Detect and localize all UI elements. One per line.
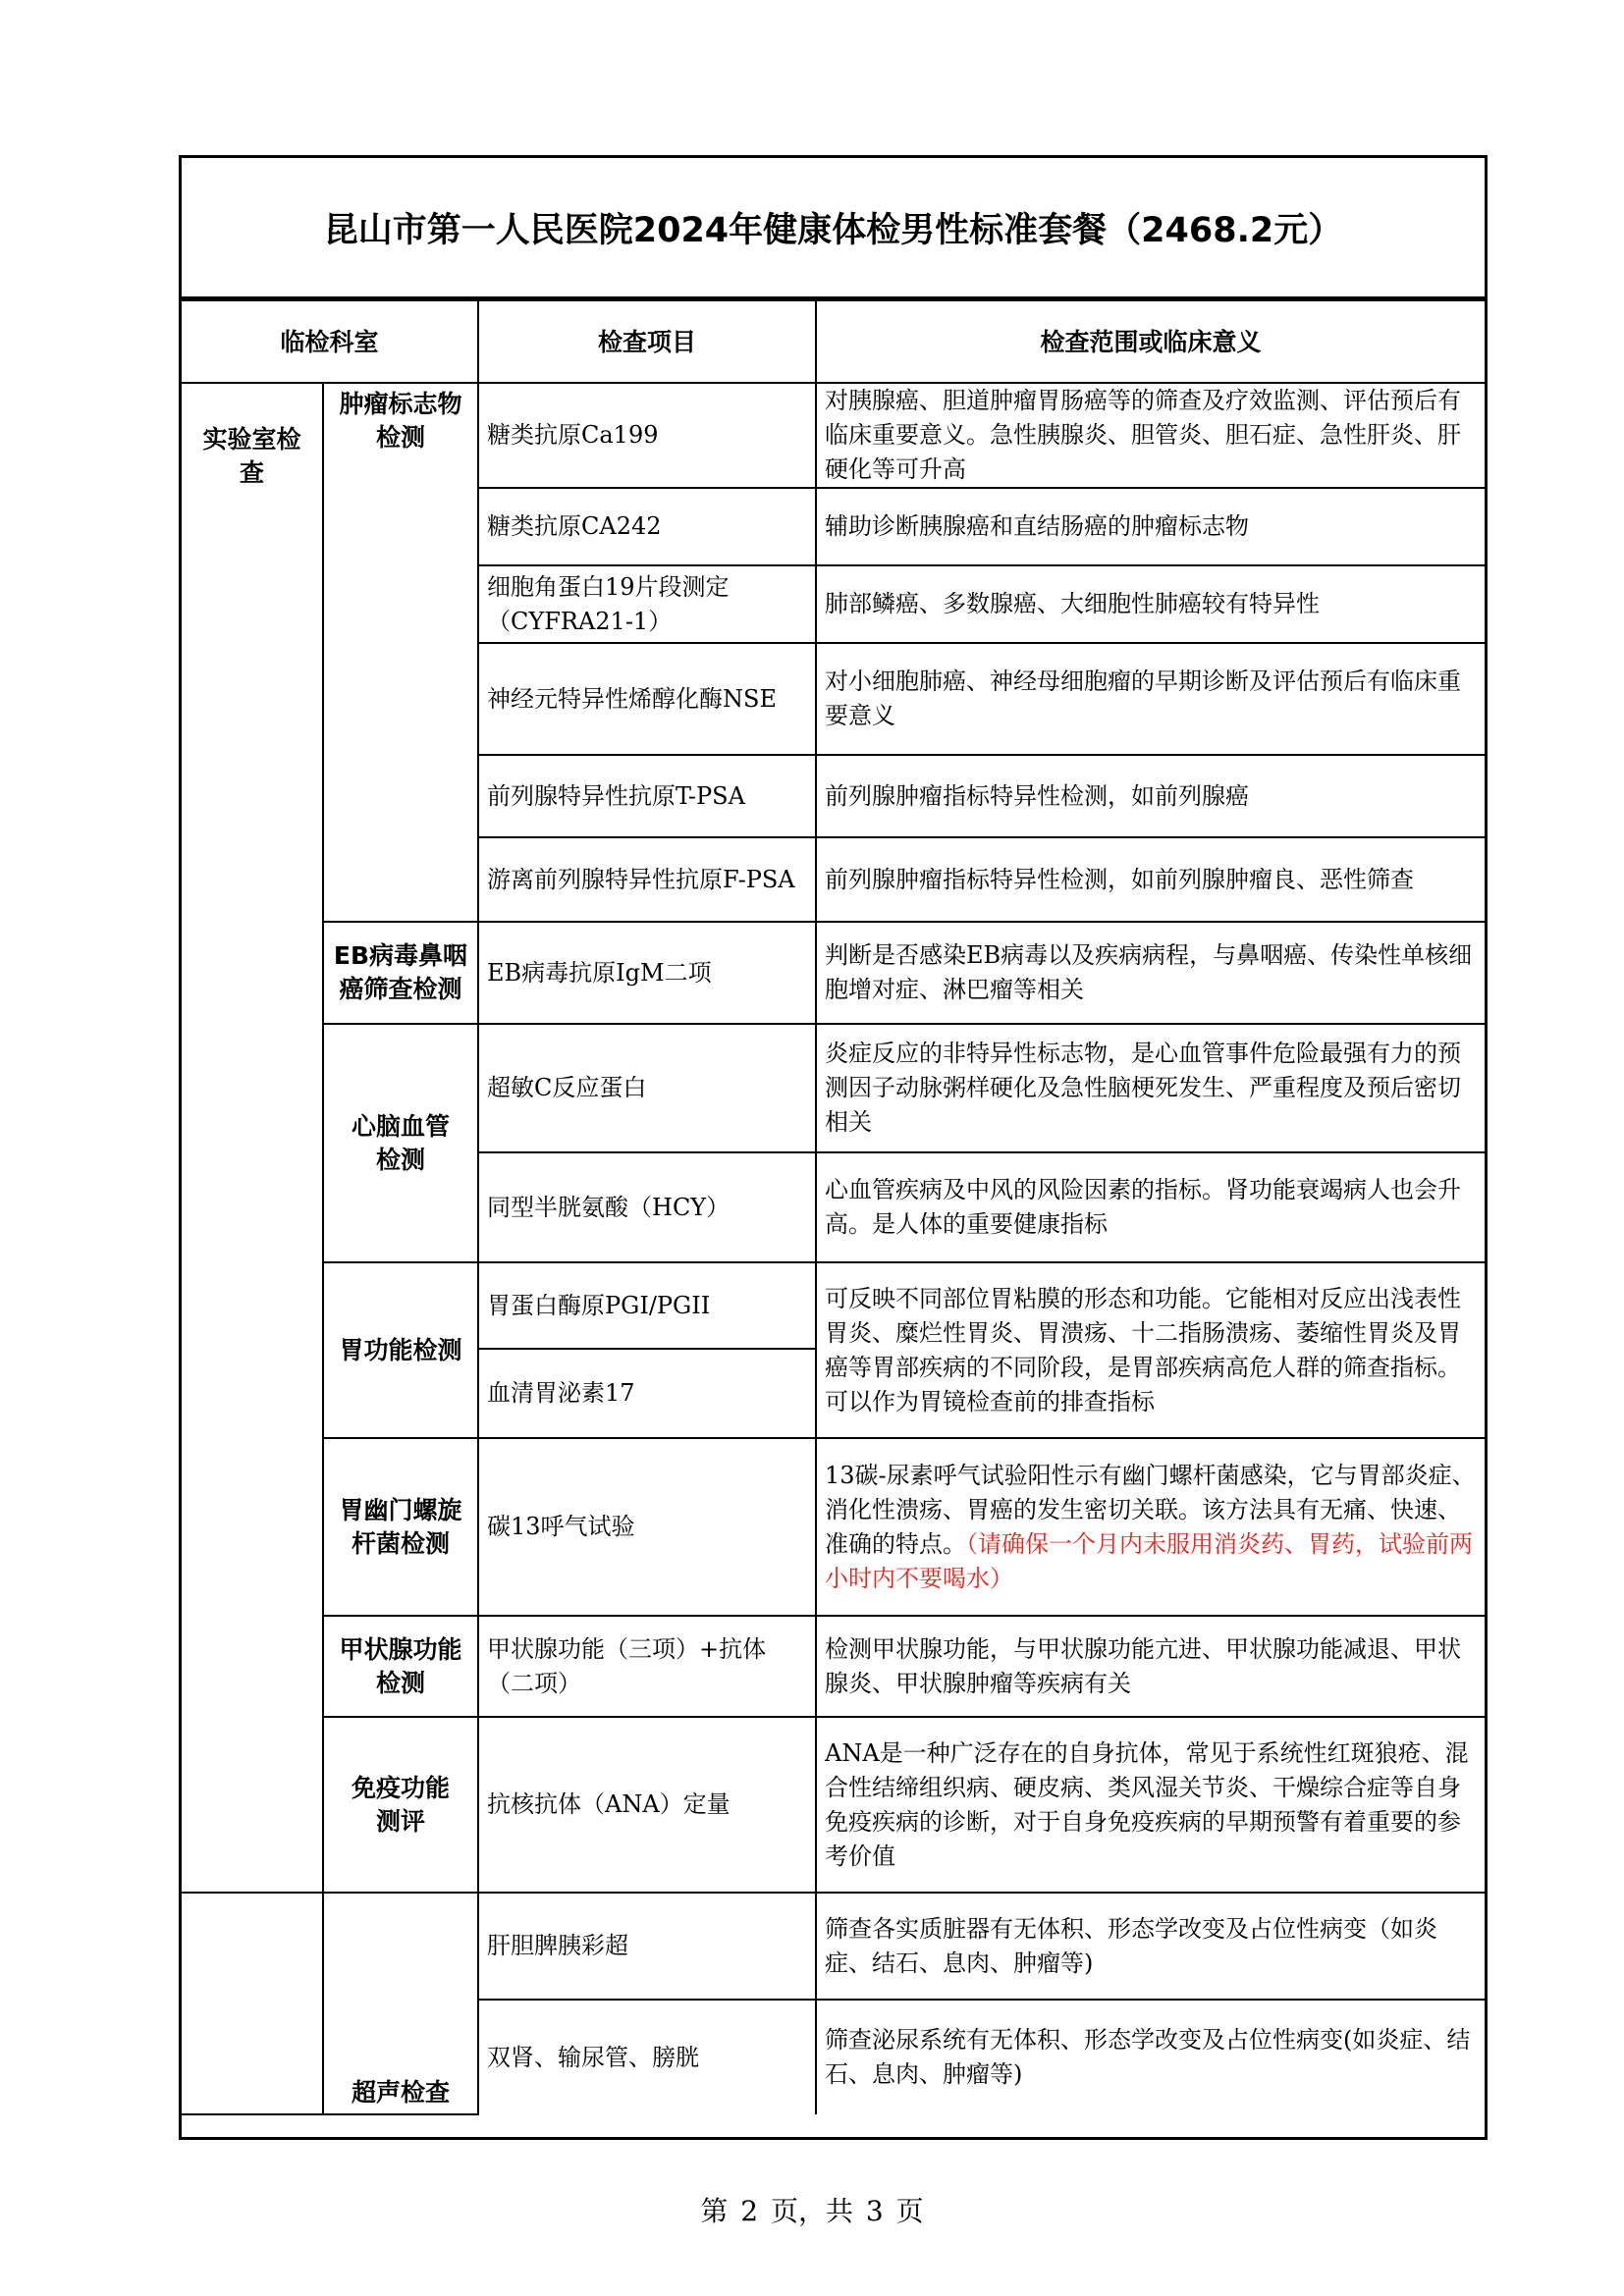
table-row	[182, 383, 1485, 488]
desc-cell: 对小细胞肺癌、神经母细胞瘤的早期诊断及评估预后有临床重要意义	[816, 643, 1485, 755]
desc-cell: 筛查各实质脏器有无体积、形态学改变及占位性病变（如炎症、结石、息肉、肿瘤等)	[816, 1893, 1485, 2000]
item-cell: 胃蛋白酶原PGI/PGII	[478, 1262, 816, 1349]
item-cell: 前列腺特异性抗原T-PSA	[478, 755, 816, 837]
table-header-row	[182, 300, 1485, 383]
item-cell: 细胞角蛋白19片段测定（CYFRA21-1）	[478, 565, 816, 643]
desc-cell: 炎症反应的非特异性标志物，是心血管事件危险最强有力的预测因子动脉粥样硬化及急性脑梗死发生、严重程度及预后密切相关	[816, 1024, 1485, 1152]
checkup-table	[182, 299, 1485, 2115]
group-eb: EB病毒鼻咽癌筛查检测	[323, 922, 478, 1024]
desc-cell: 前列腺肿瘤指标特异性检测，如前列腺癌	[816, 755, 1485, 837]
page-footer	[0, 2190, 1624, 2229]
item-cell: 糖类抗原CA242	[478, 488, 816, 565]
footer-total-pages: 3	[865, 2195, 884, 2227]
item-cell: 双肾、输尿管、膀胱	[478, 2000, 816, 2114]
hp-warning-text: （请确保一个月内未服用消炎药、胃药，试验前两小时内不要喝水）	[825, 1529, 1474, 1592]
item-cell: EB病毒抗原IgM二项	[478, 922, 816, 1024]
item-cell: 肝胆脾胰彩超	[478, 1893, 816, 2000]
desc-cell: 辅助诊断胰腺癌和直结肠癌的肿瘤标志物	[816, 488, 1485, 565]
footer-mid: 页，共	[770, 2195, 853, 2227]
item-cell: 碳13呼气试验	[478, 1438, 816, 1616]
item-cell: 甲状腺功能（三项）+抗体（二项）	[478, 1616, 816, 1717]
header-item: 检查项目	[478, 300, 816, 383]
group-immune: 免疫功能测评	[323, 1717, 478, 1893]
desc-cell: ANA是一种广泛存在的自身抗体，常见于系统性红斑狼疮、混合性结缔组织病、硬皮病、类风湿关节炎、干燥综合症等自身免疫疾病的诊断，对于自身免疫疾病的早期预警有着重要的参考价值	[816, 1717, 1485, 1893]
group-gastric: 胃功能检测	[323, 1262, 478, 1438]
table-row	[182, 1438, 1485, 1616]
document-frame	[179, 155, 1488, 2140]
desc-cell: 肺部鳞癌、多数腺癌、大细胞性肺癌较有特异性	[816, 565, 1485, 643]
desc-cell: 判断是否感染EB病毒以及疾病病程，与鼻咽癌、传染性单核细胞增对症、淋巴瘤等相关	[816, 922, 1485, 1024]
desc-cell: 对胰腺癌、胆道肿瘤胃肠癌等的筛查及疗效监测、评估预后有临床重要意义。急性胰腺炎、胆管炎、胆石症、急性肝炎、肝硬化等可升高	[816, 383, 1485, 488]
table-row	[182, 1024, 1485, 1152]
item-cell: 抗核抗体（ANA）定量	[478, 1717, 816, 1893]
table-row	[182, 922, 1485, 1024]
group-ultrasound: 超声检查	[323, 1893, 478, 2114]
table-row	[182, 1262, 1485, 1349]
desc-cell	[816, 1438, 1485, 1616]
item-cell: 超敏C反应蛋白	[478, 1024, 816, 1152]
desc-cell: 前列腺肿瘤指标特异性检测，如前列腺肿瘤良、恶性筛查	[816, 837, 1485, 922]
footer-page-number: 2	[740, 2195, 759, 2227]
table-row	[182, 1616, 1485, 1717]
item-cell: 血清胃泌素17	[478, 1349, 816, 1438]
item-cell: 游离前列腺特异性抗原F-PSA	[478, 837, 816, 922]
desc-cell: 筛查泌尿系统有无体积、形态学改变及占位性病变(如炎症、结石、息肉、肿瘤等)	[816, 2000, 1485, 2114]
footer-prefix: 第	[700, 2195, 729, 2227]
page-title: 昆山市第一人民医院2024年健康体检男性标准套餐（2468.2元）	[182, 158, 1485, 299]
item-cell: 同型半胱氨酸（HCY）	[478, 1152, 816, 1262]
dept-blank	[182, 1893, 323, 2114]
desc-cell: 检测甲状腺功能，与甲状腺功能亢进、甲状腺功能减退、甲状腺炎、甲状腺肿瘤等疾病有关	[816, 1616, 1485, 1717]
header-desc: 检查范围或临床意义	[816, 300, 1485, 383]
header-dept: 临检科室	[182, 300, 478, 383]
dept-lab: 实验室检查	[182, 383, 323, 1893]
group-cardio: 心脑血管检测	[323, 1024, 478, 1262]
hp-desc-text: 13碳-尿素呼气试验阳性示有幽门螺杆菌感染，它与胃部炎症、消化性溃疡、胃癌的发生密切关联。该方法具有无痛、快速、准确的特点。	[825, 1461, 1476, 1558]
table-row	[182, 1717, 1485, 1893]
desc-cell: 可反映不同部位胃粘膜的形态和功能。它能相对反应出浅表性胃炎、糜烂性胃炎、胃溃疡、十二指肠溃疡、萎缩性胃炎及胃癌等胃部疾病的不同阶段，是胃部疾病高危人群的筛查指标。可以作为胃镜检查前的排查指标	[816, 1262, 1485, 1438]
desc-cell: 心血管疾病及中风的风险因素的指标。肾功能衰竭病人也会升高。是人体的重要健康指标	[816, 1152, 1485, 1262]
group-hp: 胃幽门螺旋杆菌检测	[323, 1438, 478, 1616]
footer-suffix: 页	[895, 2195, 924, 2227]
table-row	[182, 1893, 1485, 2000]
item-cell: 神经元特异性烯醇化酶NSE	[478, 643, 816, 755]
item-cell: 糖类抗原Ca199	[478, 383, 816, 488]
group-thyroid: 甲状腺功能检测	[323, 1616, 478, 1717]
group-tumor: 肿瘤标志物检测	[323, 383, 478, 922]
